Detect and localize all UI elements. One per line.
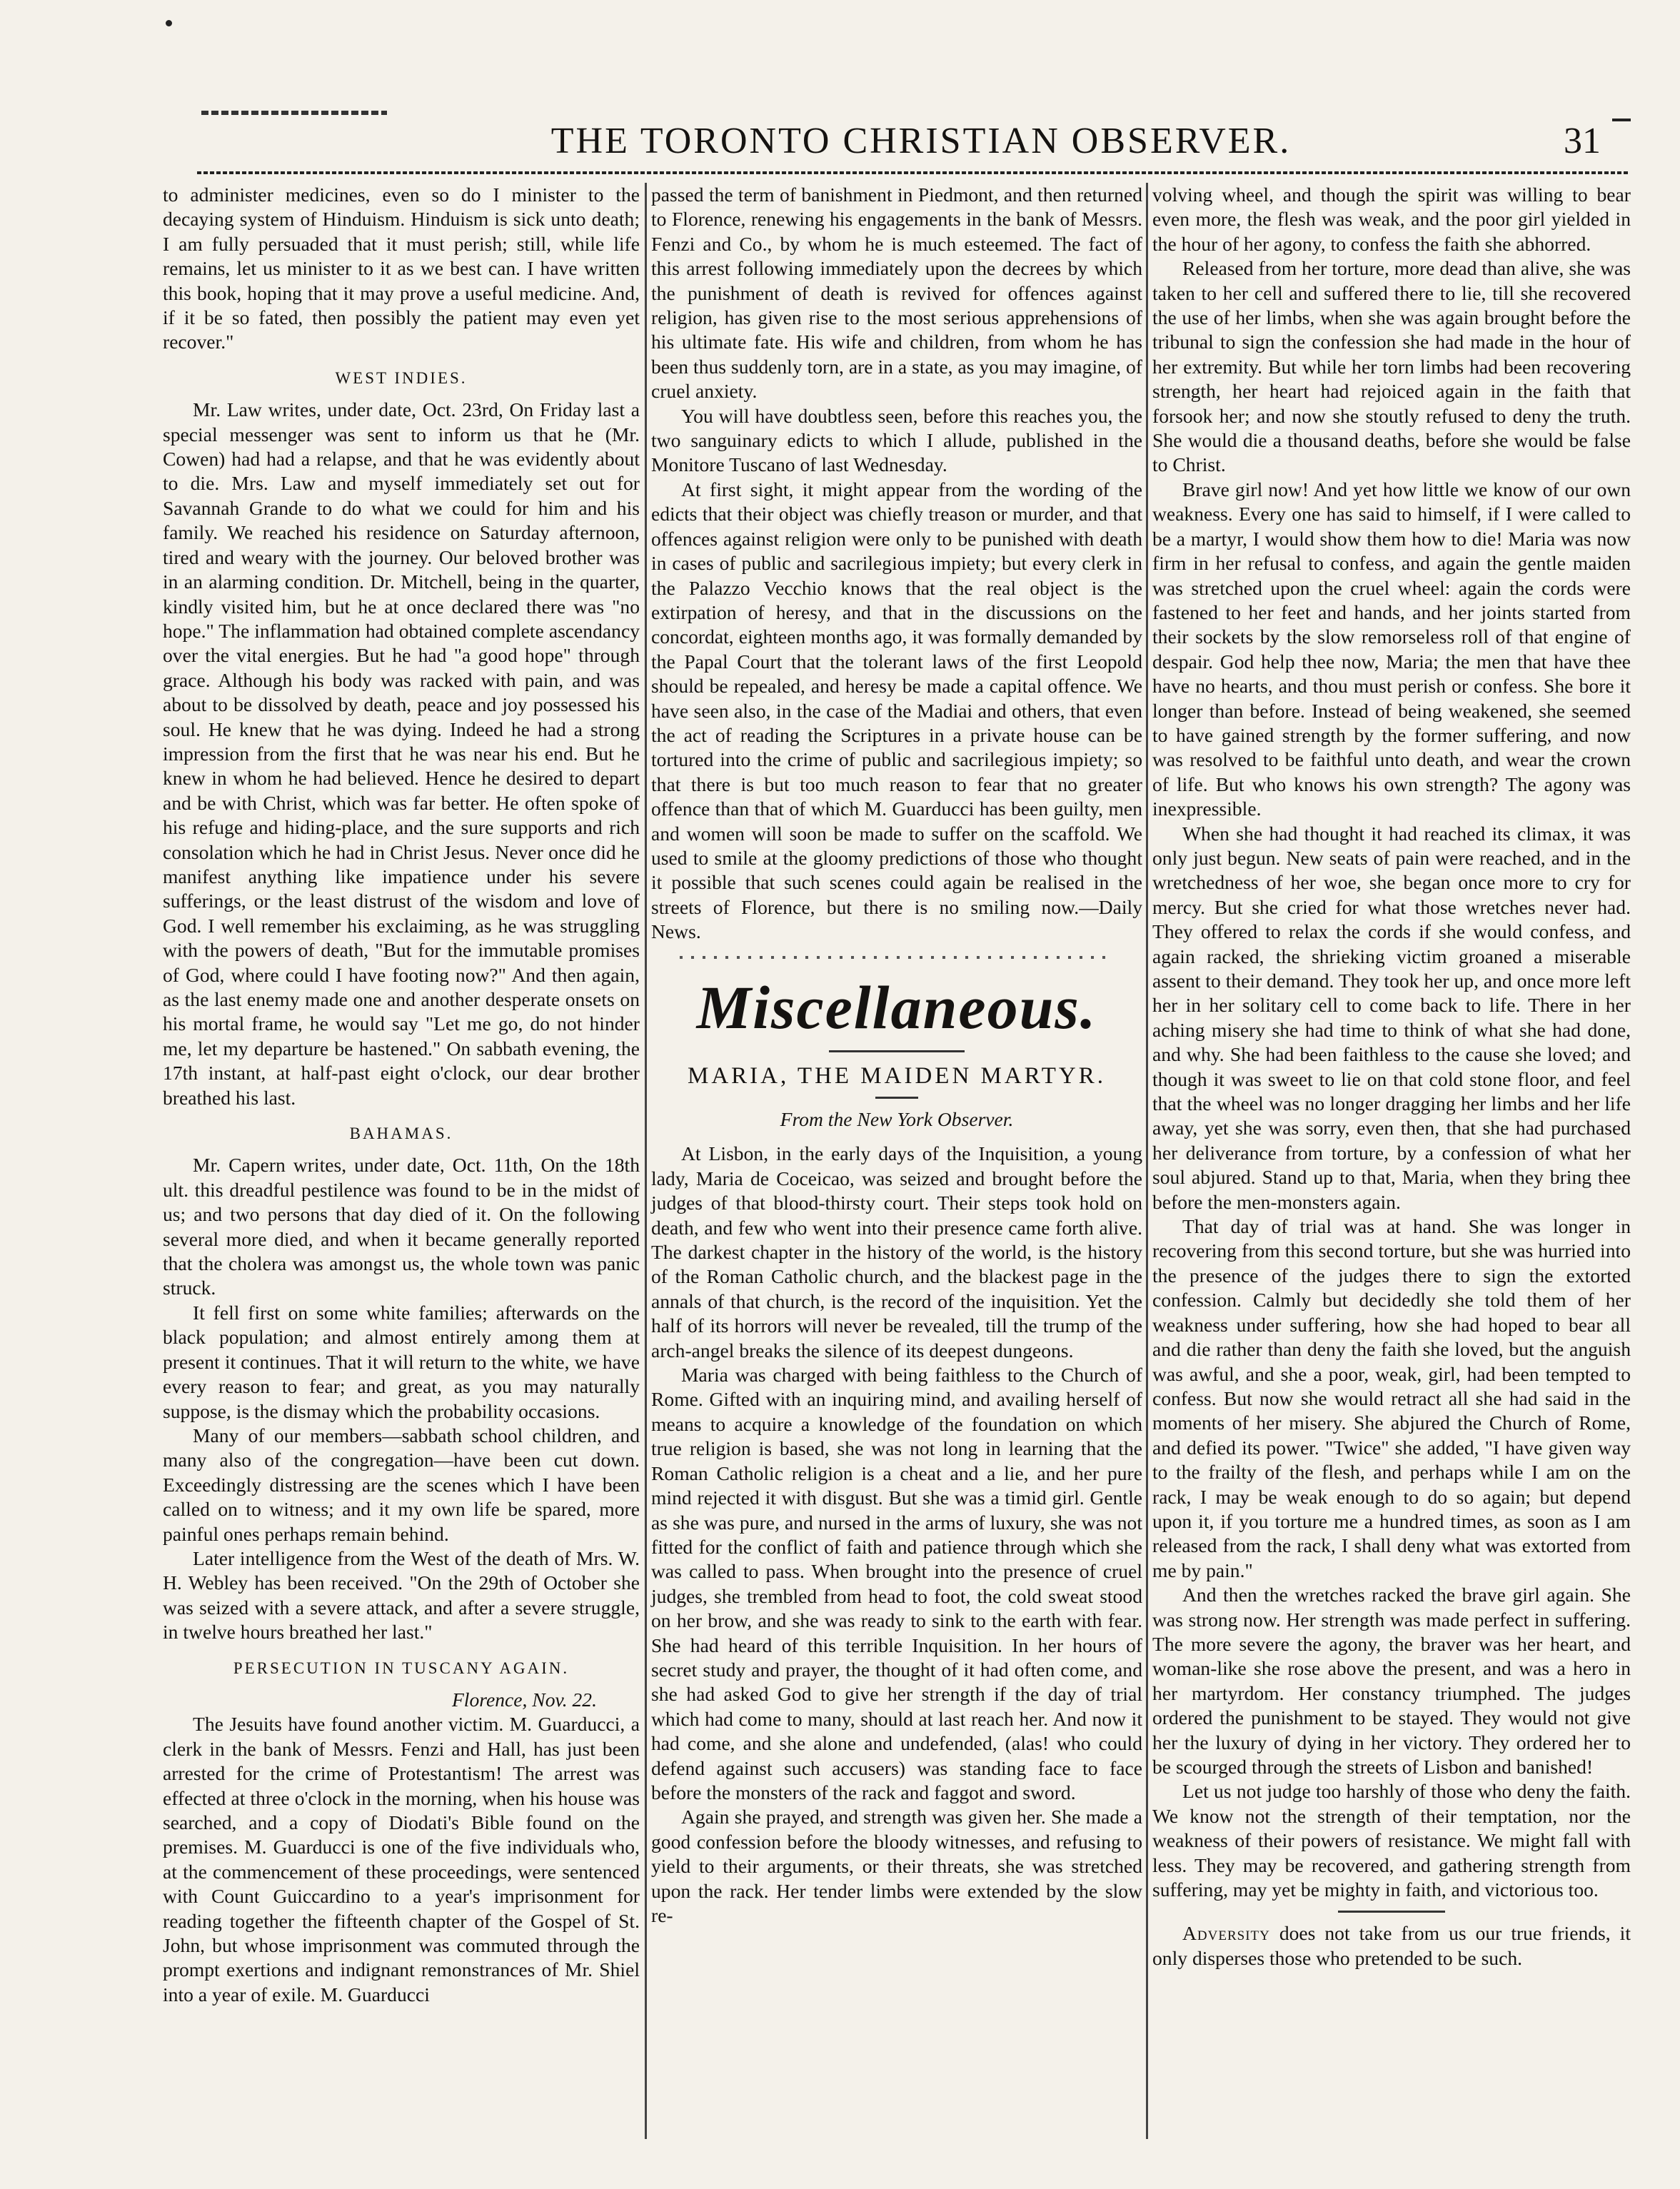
column-3: [1152, 183, 1631, 1971]
paragraph: Many of our members—sabbath school children, and many also of the congregation—have been cut down. Exceedingly distressing are the scenes which I have been called on to witness; and it my own life be spared, more painful ones perhaps remain behind.: [163, 1424, 640, 1545]
paragraph: At first sight, it might appear from the wording of the edicts that their object was chiefly treason or murder, and that offences against religion were only to be punished with death in cases of public and sacrilegious impiety; but every clerk in the Palazzo Vecchio knows that the real object is the extirpation of heresy, and that in the discussions on the concordat, eighteen months ago, it was formally demanded by the Papal Court that the tolerant laws of the first Leopold should be repealed, and heresy be made a capital offence. We have seen also, in the case of the Madiai and others, that even the act of reading the Scriptures in a private house can be tortured into the crime of public and sacrilegious impiety; so that there is but too much reason to fear that no greater offence than that of which M. Guarducci has been guilty, men and women will soon be made to suffer on the scaffold. We used to smile at the gloomy predictions of those who thought it possible that such scenes could again be realised in the streets of Florence, but there is no smiling now.—Daily News.: [651, 478, 1142, 943]
paragraph: It fell first on some white families; afterwards on the black population; and almost entirely among them at present it continues. That it will return to the white, we have every reason to fear; and great, as you may naturally suppose, is the dismay which the probability occasions.: [163, 1301, 640, 1422]
dotted-divider: [680, 956, 1114, 959]
paragraph-text: does not take from us our true friends, it only disperses those who pretended to be such.: [1152, 1922, 1631, 1969]
paragraph: volving wheel, and though the spirit was willing to bear even more, the flesh was weak, and the poor girl yielded in the hour of her agony, to confess the faith she abhorred.: [1152, 183, 1631, 255]
short-rule: [875, 1097, 918, 1099]
paragraph: When she had thought it had reached its climax, it was only just begun. New seats of pain were reached, and in the wretchedness of her woe, she began once more to cry for mercy. But she cried for what those wretches never had. They offered to relax the cords if she would confess, and again racked, the shrieking victim groaned a miserable assent to their demand. They took her up, and once more left her in her solitary cell to come back to life. There in her aching misery she had time to think of what she had done, and why. She had been faithless to the cause she loved; and though it was sweet to lie on that cold stone floor, and feel that the wheel was no longer dragging her limbs and her life away, yet she was sorry, even then, that she had purchased her deliverance from torture, by a confession of what her soul abjured. Stand up to that, Maria, when they bring thee before the men-monsters again.: [1152, 822, 1631, 1213]
header-dash-right: [1612, 119, 1631, 121]
miscellaneous-heading: Miscellaneous.: [696, 972, 1097, 1042]
paragraph: to administer medicines, even so do I minister to the decaying system of Hinduism. Hinduism is sick unto death; I am fully persuaded that it must perish; still, while life remains, let us minister to it as we best can. I have written this book, hoping that it may prove a useful medicine. And, if it be so fated, then possibly the patient may even yet recover.": [163, 183, 640, 353]
paragraph: And then the wretches racked the brave girl again. She was strong now. Her strength was made perfect in suffering. The more severe the agony, the braver was her heart, and woman-like she rose above the present, and was a hero in her martyrdom. Her constancy triumphed. The judges ordered the punishment to be stayed. They would not give her the luxury of dying in her victory. They ordered her to be scourged through the streets of Lisbon and banished!: [1152, 1584, 1631, 1778]
masthead-title: THE TORONTO CHRISTIAN OBSERVER.: [550, 121, 1292, 161]
column-1: [163, 183, 640, 2007]
paragraph: Let us not judge too harshly of those who deny the faith. We know not the strength of their temptation, nor the weakness of their powers of resistance. We might fall with less. They may be recovered, and gathering strength from suffering, may yet be mighty in faith, and victorious too.: [1152, 1780, 1631, 1901]
paragraph: Mr. Law writes, under date, Oct. 23rd, On Friday last a special messenger was sent to inform us that he (Mr. Cowen) had had a relapse, and that he was evidently about to die. Mrs. Law and myself immediately set out for Savannah Grande to do what we could for him and his family. We reached his residence on Saturday afternoon, tired and weary with the journey. Our beloved brother was in an alarming condition. Dr. Mitchell, being in the quarter, kindly visited him, but he at once declared there was "no hope." The inflammation had obtained complete ascendancy over the vital energies. But he had "a good hope" through grace. Although his body was racked with pain, and was about to be dissolved by death, peace and joy possessed his soul. He knew that he was dying. Indeed he had a strong impression from the first that he was near his end. But he knew in whom he had believed. Hence he desired to depart and be with Christ, which was far better. He often spoke of his refuge and hiding-place, and the sure supports and rich consolation which he had in Christ Jesus. Never once did he manifest anything like impatience under his severe sufferings, or the least distrust of the wisdom and love of God. I well remember his exclaiming, as he was struggling with the powers of death, "But for the immutable promises of God, where could I have footing now?" And then again, as the last enemy made one and another desperate onsets on his mortal frame, he would say "Let me go, do not hinder me, let my departure be hastened." On sabbath evening, the 17th instant, at half-past eight o'clock, our dear brother breathed his last.: [163, 398, 640, 1109]
paragraph: Later intelligence from the West of the death of Mrs. W. H. Webley has been received. "On the 29th of October she was seized with a severe attack, and after a severe struggle, in twelve hours breathed her last.": [163, 1546, 640, 1644]
article-title: MARIA, THE MAIDEN MARTYR.: [688, 1062, 1106, 1089]
paragraph: The Jesuits have found another victim. M. Guarducci, a clerk in the bank of Messrs. Fenzi and Hall, has just been arrested for the crime of Protestantism! The arrest was effected at three o'clock in the morning, when his house was searched, and a copy of Diodati's Bible found on the premises. M. Guarducci is one of the five individuals who, at the commencement of these proceedings, were sentenced with Count Guiccardino to a year's imprisonment for reading together the fifteenth chapter of the Gospel of St. John, but whose imprisonment was commuted through the prompt exertions and indignant remonstrances of Mr. Shiel into a year of exile. M. Guarducci: [163, 1713, 640, 2006]
header-ornament-left: [201, 111, 387, 115]
section-heading-bahamas: BAHAMAS.: [349, 1124, 453, 1143]
paragraph: Maria was charged with being faithless to the Church of Rome. Gifted with an inquiring mind, and availing herself of means to acquire a knowledge of the foundation on which true religion is based, she was not long in learning that the Roman Catholic religion is a cheat and a lie, and her pure mind rejected it with disgust. But she was a timid girl. Gentle as she was pure, and nursed in the arms of luxury, she was not fitted for the conflict of faith and patience through which she was called to pass. When brought into the presence of cruel judges, she trembled from head to foot, the cold sweat stood on her brow, and she was ready to sink to the earth with fear. She had heard of this terrible Inquisition. In her hours of secret study and prayer, the thought of it had often come, and she had asked God to give her strength if the day of trial which had come to many, should at last reach her. And now it had come, and she alone and undefended, (alas! who could defend against such accusers) was standing face to face before the monsters of the rack and faggot and sword.: [651, 1364, 1142, 1803]
header-rule: [197, 171, 1629, 174]
article-source: From the New York Observer.: [780, 1108, 1014, 1130]
section-heading-west-indies: WEST INDIES.: [335, 368, 468, 387]
column-rule-2: [1146, 183, 1148, 2139]
paragraph: You will have doubtless seen, before this reaches you, the two sanguinary edicts to which I allude, published in the Monitore Tuscano of last Wednesday.: [651, 404, 1142, 476]
paragraph: Released from her torture, more dead than alive, she was taken to her cell and suffered there to lie, till she recovered the use of her limbs, when she was again brought before the tribunal to sign the confession she had made in the hour of her extremity. But while her torn limbs had been recovering strength, her heart had rejoiced again in the faith that forsook her; and now she stoutly refused to deny the truth. She would die a thousand deaths, before she would be false to Christ.: [1152, 257, 1631, 476]
section-heading-persecution: PERSECUTION IN TUSCANY AGAIN.: [233, 1659, 570, 1677]
lead-word: Adversity: [1182, 1922, 1270, 1945]
column-rule-1: [645, 183, 647, 2139]
page-number: 31: [1564, 121, 1601, 161]
paragraph: Brave girl now! And yet how little we know of our own weakness. Every one has said to himself, if I were called to be a martyr, I would show them how to die! Maria was now firm in her refusal to confess, and again the gentle maiden was stretched upon the cruel wheel: again the cords were fastened to her feet and hands, and her joints started from their sockets by the slow remorseless roll of that engine of despair. God help thee now, Maria; the men that have thee have no hearts, and thou must perish or confess. She bore it longer than before. Instead of being weakened, she seemed to have gained strength by the former suffering, and now was resolved to be faithful unto death, and wear the crown of life. But who knows his own strength? The agony was inexpressible.: [1152, 478, 1631, 820]
short-rule: [829, 1050, 965, 1052]
paragraph: At Lisbon, in the early days of the Inquisition, a young lady, Maria de Coceicao, was seized and brought before the judges of that blood-thirsty court. Their steps took hold on death, and few who went into their presence came forth alive. The darkest chapter in the history of the world, is the history of the Roman Catholic church, and the blackest page in the annals of that church, is the record of the inquisition. Yet the half of its horrors will never be revealed, till the trump of the arch-angel breaks the silence of its deepest dungeons.: [651, 1142, 1142, 1362]
dateline: Florence, Nov. 22.: [451, 1688, 597, 1711]
short-rule: [1338, 1911, 1445, 1913]
adversity-paragraph: [1152, 1921, 1631, 1971]
paragraph: Mr. Capern writes, under date, Oct. 11th, On the 18th ult. this dreadful pestilence was found to be in the midst of us; and two persons that day died of it. On the following several more died, and when it became generally reported that the cholera was amongst us, the whole town was panic struck.: [163, 1154, 640, 1299]
paragraph: passed the term of banishment in Piedmont, and then returned to Florence, renewing his engagements in the bank of Messrs. Fenzi and Co., by whom he is much esteemed. The fact of this arrest following immediately upon the decrees by which the punishment of death is revived for offences against religion, has given rise to the most serious apprehensions of his ultimate fate. His wife and children, from whom he has been thus suddenly torn, are in a state, as you may imagine, of cruel anxiety.: [651, 183, 1142, 403]
column-2: [651, 183, 1142, 1928]
paragraph: That day of trial was at hand. She was longer in recovering from this second torture, but she was hurried into the presence of the judges there to sign the extorted confession. Calmly but decidedly she told them of her weakness under suffering, how she had hoped to bear all and die rather than deny the faith she loved, but the anguish was awful, and she a poor, weak, girl, had been tempted to confess. But now she would retract all she had said in the moments of her misery. She abjured the Church of Rome, and defied its power. "Twice" she added, "I have given way to the frailty of the flesh, and perhaps while I am on the rack, I may be weak enough to do so again; but depend upon it, if you torture me a hundred times, as soon as I am released from the rack, I shall deny what was extorted from me by pain.": [1152, 1215, 1631, 1581]
page-mark: [166, 20, 172, 26]
paragraph: Again she prayed, and strength was given her. She made a good confession before the bloody witnesses, and refusing to yield to their arguments, or their threats, she was stretched upon the rack. Her tender limbs were extended by the slow re-: [651, 1806, 1142, 1926]
